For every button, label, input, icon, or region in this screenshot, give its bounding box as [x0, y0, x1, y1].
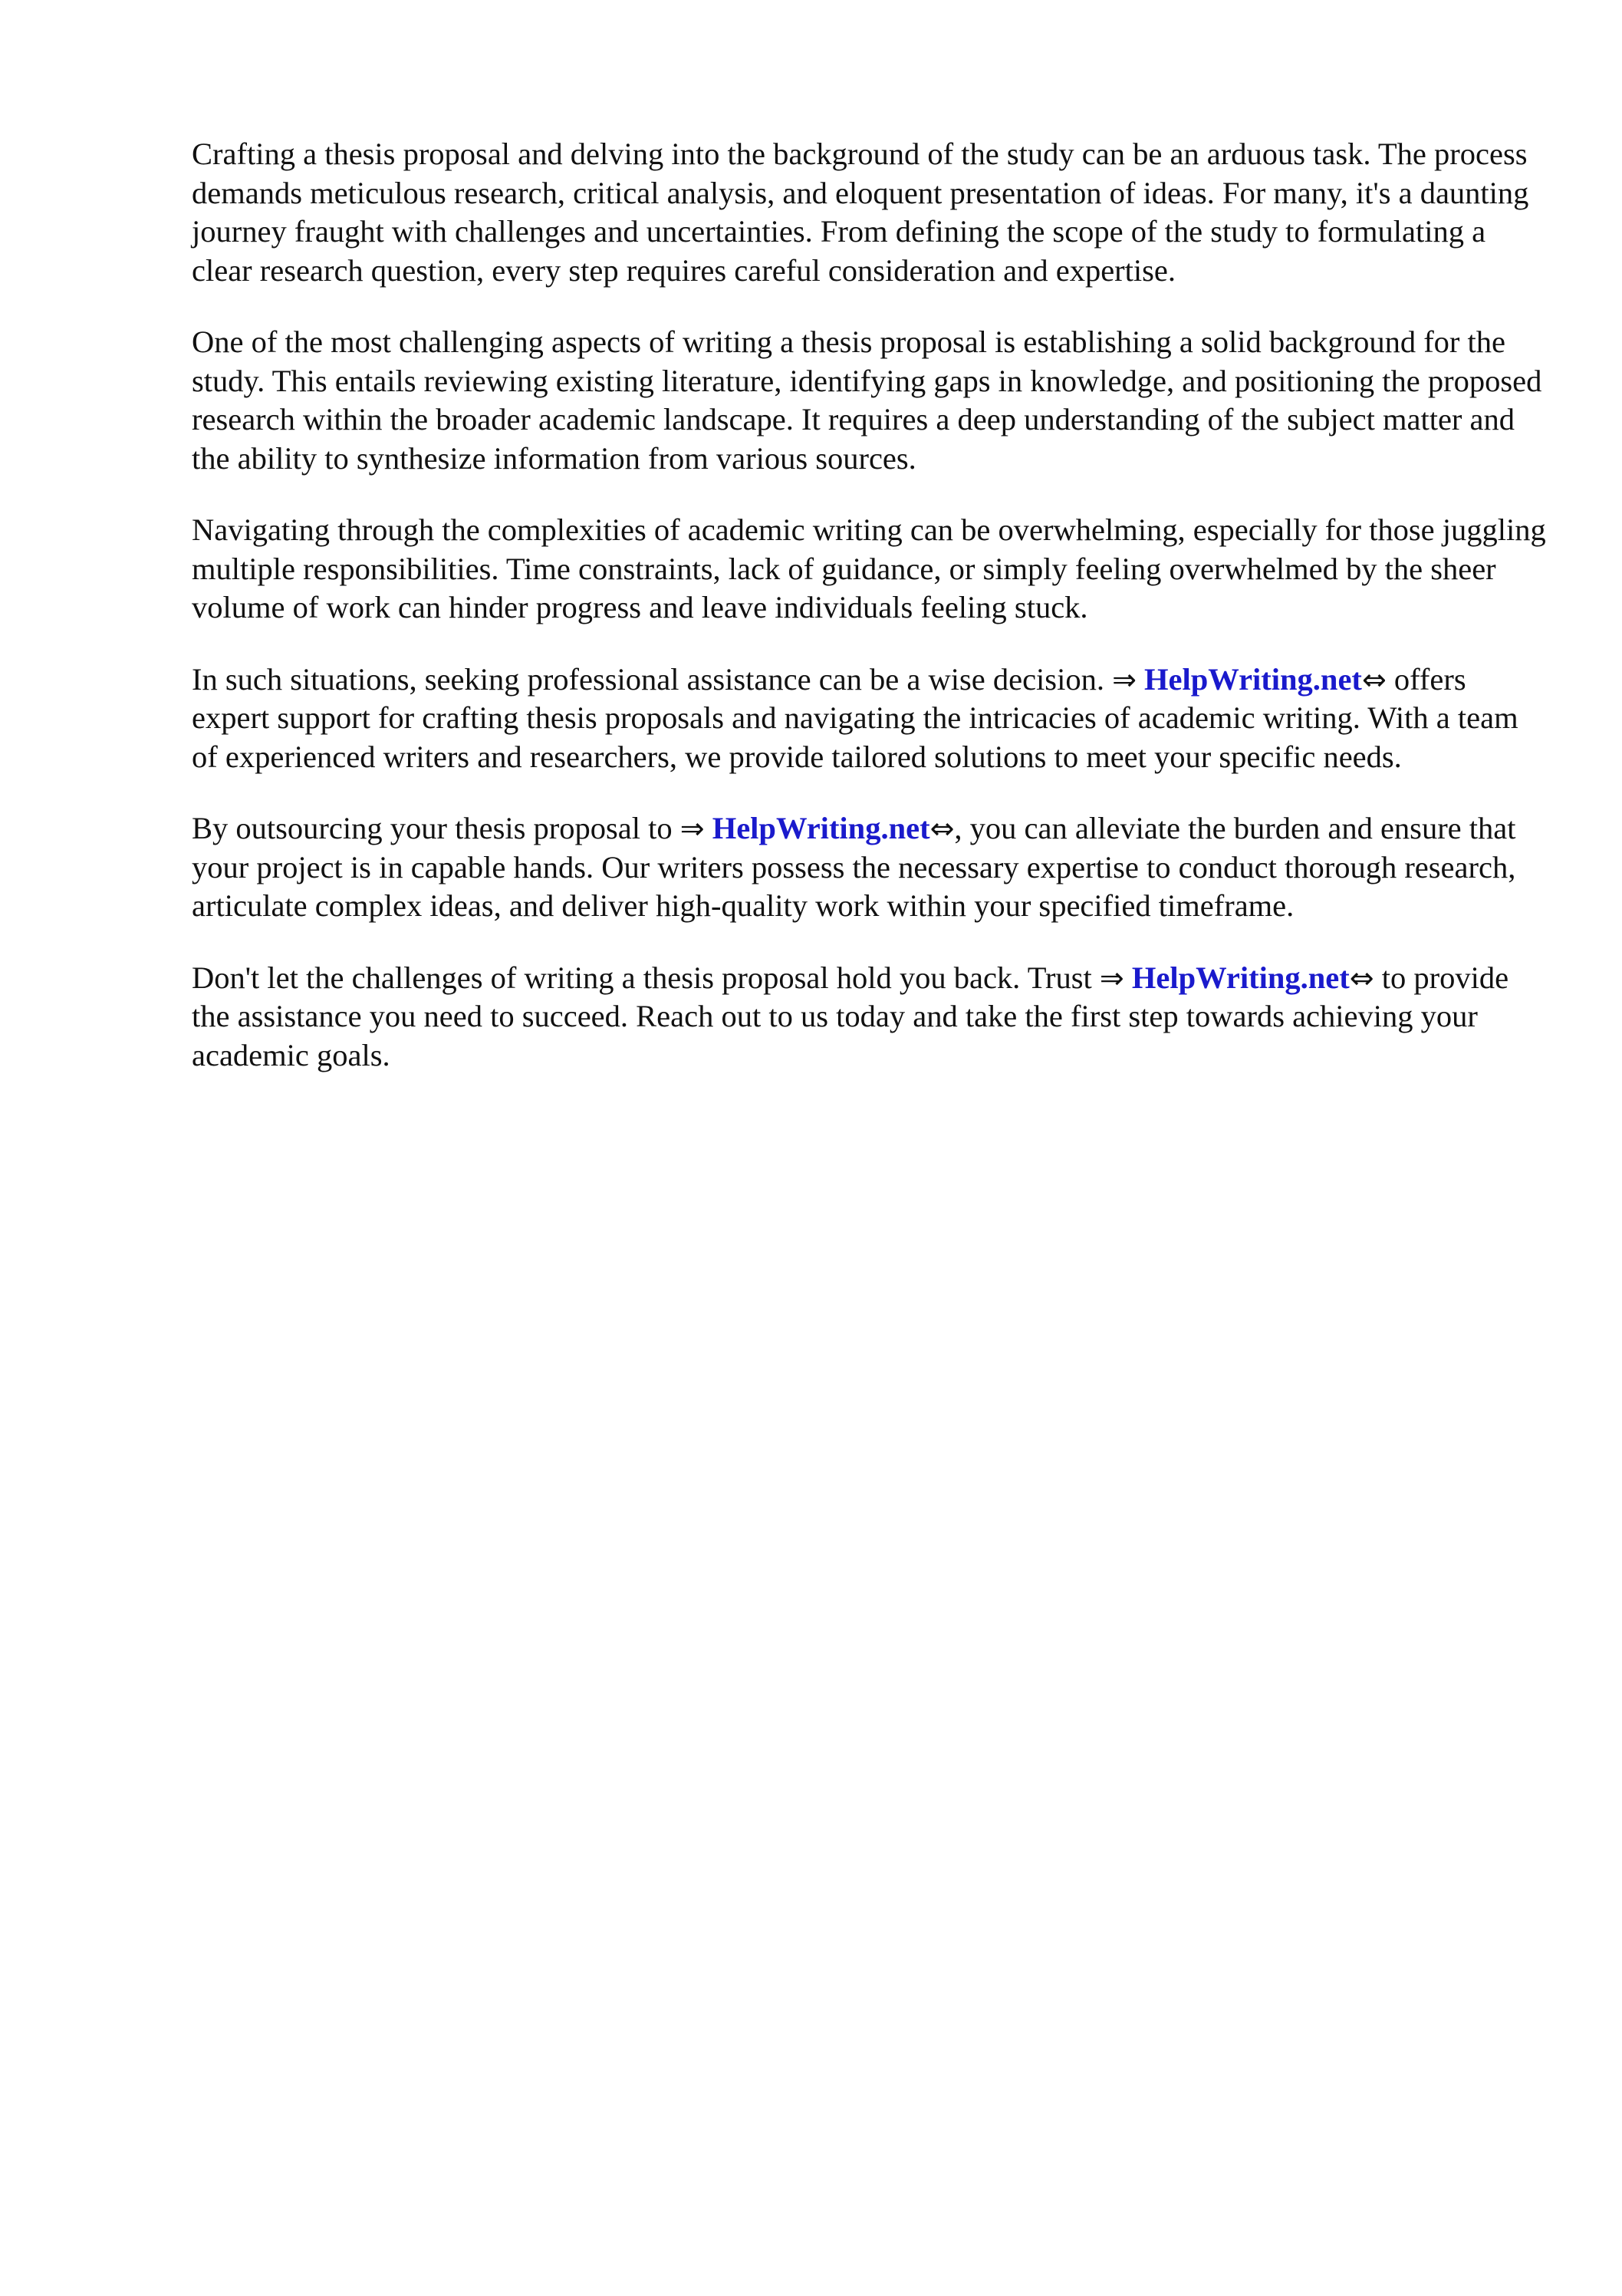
helpwriting-link[interactable]: HelpWriting.net — [1144, 661, 1362, 697]
paragraph-assistance-text-after: offers expert support for crafting thesis proposals and navigating the intricacies of academic writing. With a team of experienced writers and researchers, we provide tailored solutions to meet your specific needs. — [192, 661, 1518, 774]
paragraph-outsourcing-text-after: , you can alleviate the burden and ensure that your project is in capable hands. Our writers possess the necessary expertise to conduct thorough research, articulate complex ideas, and deliver high-quality work within your specified timeframe. — [192, 811, 1516, 923]
paragraph-intro: Crafting a thesis proposal and delving into the background of the study can be an arduous task. The process demands meticulous research, critical analysis, and eloquent presentation of ideas. For many, it's a daunting journey fraught with challenges and uncertainties. From defining the scope of the study to formulating a clear research question, every step requires careful consideration and expertise. — [192, 137, 1529, 288]
paragraph-complexities: Navigating through the complexities of academic writing can be overwhelming, especially for those juggling multiple responsibilities. Time constraints, lack of guidance, or simply feeling overwhelmed by the sheer volume of work can hinder progress and leave individuals feeling stuck. — [192, 512, 1546, 624]
left-right-double-arrow-icon: ⇔ — [1361, 662, 1387, 697]
paragraph-closing — [192, 959, 1549, 1076]
helpwriting-link[interactable]: HelpWriting.net — [712, 811, 930, 845]
right-double-arrow-icon: ⇒ — [679, 812, 705, 845]
left-right-double-arrow-icon: ⇔ — [929, 812, 955, 845]
paragraph-closing-text-after: to provide the assistance you need to succeed. Reach out to us today and take the first step towards achieving your academic goals. — [192, 960, 1509, 1072]
paragraph-outsourcing-text-before: By outsourcing your thesis proposal to — [192, 811, 680, 845]
right-double-arrow-icon: ⇒ — [1112, 662, 1137, 697]
paragraph-assistance — [192, 660, 1549, 777]
paragraph-assistance-text-before: In such situations, seeking professional assistance can be a wise decision. — [192, 661, 1113, 697]
paragraph-outsourcing — [192, 809, 1549, 926]
document-body — [192, 135, 1549, 1108]
left-right-double-arrow-icon: ⇔ — [1349, 960, 1374, 995]
right-double-arrow-icon: ⇒ — [1099, 960, 1124, 995]
paragraph-closing-text-before: Don't let the challenges of writing a thesis proposal hold you back. Trust — [192, 960, 1100, 995]
paragraph-background: One of the most challenging aspects of writing a thesis proposal is establishing a solid background for the study. This entails reviewing existing literature, identifying gaps in knowledge, and positioning the proposed research within the broader academic landscape. It requires a deep understanding of the subject matter and the ability to synthesize information from various sources. — [192, 324, 1542, 476]
helpwriting-link[interactable]: HelpWriting.net — [1131, 960, 1350, 995]
